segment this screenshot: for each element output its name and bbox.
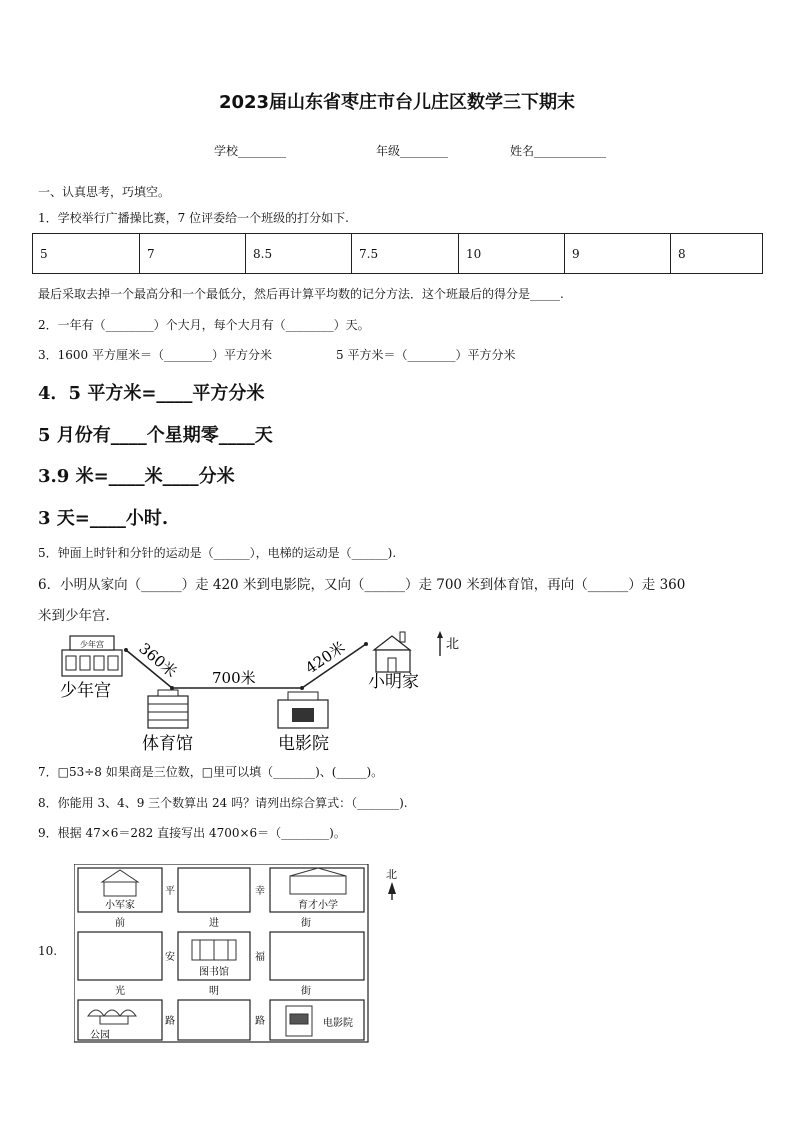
question-4b: 5 月份有____个星期零____天 [38,425,273,446]
block [178,868,250,912]
road-char: 光 [115,986,125,997]
route-point [364,642,368,646]
question-5: 5．钟面上时针和分针的运动是（______），电梯的运动是（______). [38,546,397,560]
road-char: 路 [165,1016,175,1027]
road-char: 进 [209,918,219,929]
question-8: 8．你能用 3、4、9 三个数算出 24 吗？请列出综合算式：（_______). [38,796,408,810]
road-char: 福 [255,952,265,963]
question-2: 2．一年有（________）个大月，每个大月有（________）天。 [38,318,370,332]
block [270,932,364,980]
block [178,1000,250,1040]
question-4: 4．5 平方米=____平方分米 [38,383,265,404]
distance-420: 420米 [302,637,349,678]
cinema-icon [278,692,328,728]
street-map [74,864,410,1044]
block [78,932,162,980]
question-9: 9．根据 47×6＝282 直接写出 4700×6＝（________)。 [38,826,346,840]
table-row [33,234,763,274]
question-6-cont: 米到少年宫. [38,608,110,624]
road-char: 街 [301,918,311,929]
section-heading: 一、认真思考，巧填空。 [38,185,171,199]
north-arrow-icon [388,882,396,900]
park-label: 公园 [90,1030,110,1041]
youth-palace-sign: 少年宫 [80,640,104,649]
library-label: 图书馆 [199,967,229,978]
distance-360: 360米 [135,639,181,682]
home-label: 小明家 [368,672,419,692]
scores-table [32,233,763,274]
table-cell: 7.5 [352,234,459,274]
north-arrow-icon [437,631,443,656]
question-6: 6．小明从家向（______）走 420 米到电影院，又向（______）走 700 米到体育馆，再向（______）走 360 [38,577,686,593]
road-char: 安 [165,952,175,963]
library-icon [192,940,236,960]
road-char: 路 [255,1016,265,1027]
north-label: 北 [446,637,460,652]
table-cell: 5 [33,234,140,274]
question-4c: 3.9 米=____米____分米 [38,466,235,487]
page-title: 2023届山东省枣庄市台儿庄区数学三下期末 [218,92,576,113]
question-10-number: 10. [38,944,58,958]
route-point [124,648,128,652]
table-cell: 8.5 [246,234,352,274]
school-field: 学校________ [214,144,287,158]
north-label-2: 北 [386,868,397,881]
cinema-label: 电影院 [278,734,329,754]
youth-palace-label: 少年宫 [60,681,111,701]
gym-icon [148,690,188,728]
road-char: 幸 [255,886,265,897]
grade-field: 年级________ [376,144,449,158]
cinema-map-label: 电影院 [323,1018,353,1029]
question-3a: 3．1600 平方厘米＝（________）平方分米 [38,348,272,362]
route-point [300,686,304,690]
gym-label: 体育馆 [142,734,193,754]
question-1: 1．学校举行广播操比赛，7 位评委给一个班级的打分如下. [38,211,349,225]
table-cell: 7 [140,234,246,274]
yucai-label: 育才小学 [298,900,338,911]
xiaojun-label: 小军家 [105,900,135,911]
cinema-building-icon [286,1006,312,1036]
distance-700: 700米 [212,669,256,687]
route-point [170,686,174,690]
table-cell: 9 [565,234,671,274]
road-char: 明 [209,986,219,997]
question-4d: 3 天=____小时. [38,508,169,529]
name-field: 姓名____________ [510,144,607,158]
question-7: 7．□53÷8 如果商是三位数，□里可以填（_______)、(_____)。 [38,765,384,779]
question-3b: 5 平方米＝（________）平方分米 [336,348,516,362]
table-cell: 10 [459,234,565,274]
route-map [40,628,480,758]
question-1-followup: 最后采取去掉一个最高分和一个最低分，然后再计算平均数的记分方法．这个班最后的得分是_____. [38,287,564,301]
road-char: 前 [115,918,125,929]
road-char: 平 [165,886,175,897]
home-icon [374,632,410,672]
table-cell: 8 [671,234,763,274]
road-char: 街 [301,986,311,997]
